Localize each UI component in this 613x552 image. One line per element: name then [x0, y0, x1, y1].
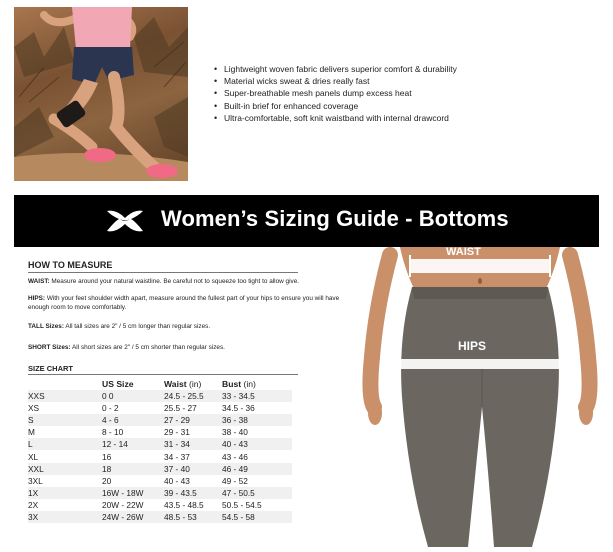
table-cell: 1X	[28, 487, 102, 499]
banner-title: Women’s Sizing Guide - Bottoms	[161, 206, 509, 231]
instruction-text: All short sizes are 2" / 5 cm shorter than regular sizes.	[70, 344, 225, 351]
table-cell: 31 - 34	[164, 438, 222, 450]
table-cell: XS	[28, 403, 40, 414]
table-cell: 16	[102, 451, 112, 462]
column-header-us-size: US Size	[102, 378, 134, 389]
table-cell: XL	[28, 451, 39, 462]
divider	[28, 272, 298, 273]
how-to-measure-heading: HOW TO MEASURE	[28, 260, 113, 270]
instruction-label: HIPS:	[28, 295, 46, 302]
column-header	[28, 377, 102, 390]
table-cell: 20W - 22W	[102, 499, 144, 510]
table-cell: 29 - 31	[164, 427, 190, 438]
table-cell: 50.5 - 54.5	[222, 499, 262, 510]
table-cell: 2X	[28, 499, 39, 510]
feature-item: • Super-breathable mesh panels dump excess heat	[224, 87, 457, 99]
table-row	[28, 499, 292, 511]
table-cell: M	[28, 427, 35, 438]
table-cell: 40 - 43	[222, 438, 292, 450]
table-cell: 34 - 37	[164, 451, 190, 462]
instruction-label: TALL Sizes:	[28, 323, 64, 330]
waist-label: WAIST	[446, 246, 481, 258]
sizing-guide-banner	[14, 195, 599, 247]
feature-item: • Material wicks sweat & dries really fast	[224, 75, 457, 87]
tall-sizes-instruction	[28, 322, 360, 331]
header-label: Bust	[222, 378, 242, 389]
table-cell: 8 - 10	[102, 427, 124, 438]
table-cell: S	[28, 414, 102, 426]
table-cell: 24W - 26W	[102, 511, 164, 523]
header-unit: (in)	[241, 378, 256, 389]
table-row	[28, 390, 292, 402]
size-chart-heading: SIZE CHART	[28, 364, 73, 373]
table-cell: 18	[102, 463, 164, 475]
column-header-waist	[164, 377, 222, 390]
table-row	[28, 426, 292, 438]
table-row	[28, 450, 292, 462]
table-cell: 47 - 50.5	[222, 487, 292, 499]
table-cell: 43.5 - 48.5	[164, 499, 204, 510]
table-row	[28, 475, 292, 487]
waist-instruction	[28, 277, 360, 286]
divider	[28, 374, 298, 375]
short-sizes-instruction	[28, 343, 360, 352]
feature-list	[212, 63, 457, 124]
table-cell: L	[28, 438, 102, 450]
table-cell: 43 - 46	[222, 451, 248, 462]
table-cell: 34.5 - 36	[222, 403, 255, 414]
instruction-label: WAIST:	[28, 278, 50, 285]
table-cell: 38 - 40	[222, 427, 248, 438]
table-cell: 46 - 49	[222, 463, 292, 475]
feature-item: • Lightweight woven fabric delivers superior comfort & durability	[224, 63, 457, 75]
hips-instruction	[28, 294, 360, 313]
table-row	[28, 463, 292, 475]
table-cell: 12 - 14	[102, 438, 164, 450]
table-cell: 25.5 - 27	[164, 403, 197, 414]
table-cell: 3X	[28, 511, 102, 523]
table-row	[28, 414, 292, 426]
table-cell: 24.5 - 25.5	[164, 390, 222, 402]
hips-label: HIPS	[458, 339, 487, 353]
table-cell: 33 - 34.5	[222, 390, 292, 402]
table-cell: 48.5 - 53	[164, 511, 222, 523]
table-cell: 37 - 40	[164, 463, 222, 475]
under-armour-logo	[106, 210, 144, 232]
feature-item: • Ultra-comfortable, soft knit waistband with internal drawcord	[224, 112, 457, 124]
table-cell: 27 - 29	[164, 414, 222, 426]
table-header-row	[28, 377, 292, 390]
table-cell: XXS	[28, 390, 102, 402]
instruction-text: All tall sizes are 2" / 5 cm longer than regular sizes.	[63, 323, 211, 330]
size-chart-table	[28, 377, 292, 523]
table-cell: 0 - 2	[102, 403, 119, 414]
table-row	[28, 438, 292, 450]
header-label: Waist	[164, 378, 187, 389]
instruction-label: SHORT Sizes:	[28, 344, 71, 351]
table-cell: 3XL	[28, 475, 43, 486]
column-header-bust	[222, 377, 292, 390]
table-cell: 39 - 43.5	[164, 487, 222, 499]
table-cell: 4 - 6	[102, 414, 164, 426]
runner-photo	[14, 7, 188, 181]
table-cell: XXL	[28, 463, 102, 475]
header-unit: (in)	[186, 378, 202, 389]
model-illustration	[362, 247, 599, 547]
table-cell: 36 - 38	[222, 414, 292, 426]
feature-item: • Built-in brief for enhanced coverage	[224, 100, 457, 112]
instruction-text: With your feet shoulder width apart, measure around the fullest part of your hips to ensure you will have enough room to move comfortably.	[28, 295, 340, 312]
table-cell: 40 - 43	[164, 475, 190, 486]
table-cell: 16W - 18W	[102, 487, 164, 499]
table-cell: 54.5 - 58	[222, 511, 292, 523]
table-cell: 49 - 52	[222, 475, 248, 486]
table-cell: 20	[102, 475, 112, 486]
instruction-text: Measure around your natural waistline. Be careful not to squeeze too tight to allow give.	[49, 278, 300, 285]
table-row	[28, 402, 292, 414]
table-row	[28, 487, 292, 499]
table-row	[28, 511, 292, 523]
table-cell: 0 0	[102, 390, 164, 402]
